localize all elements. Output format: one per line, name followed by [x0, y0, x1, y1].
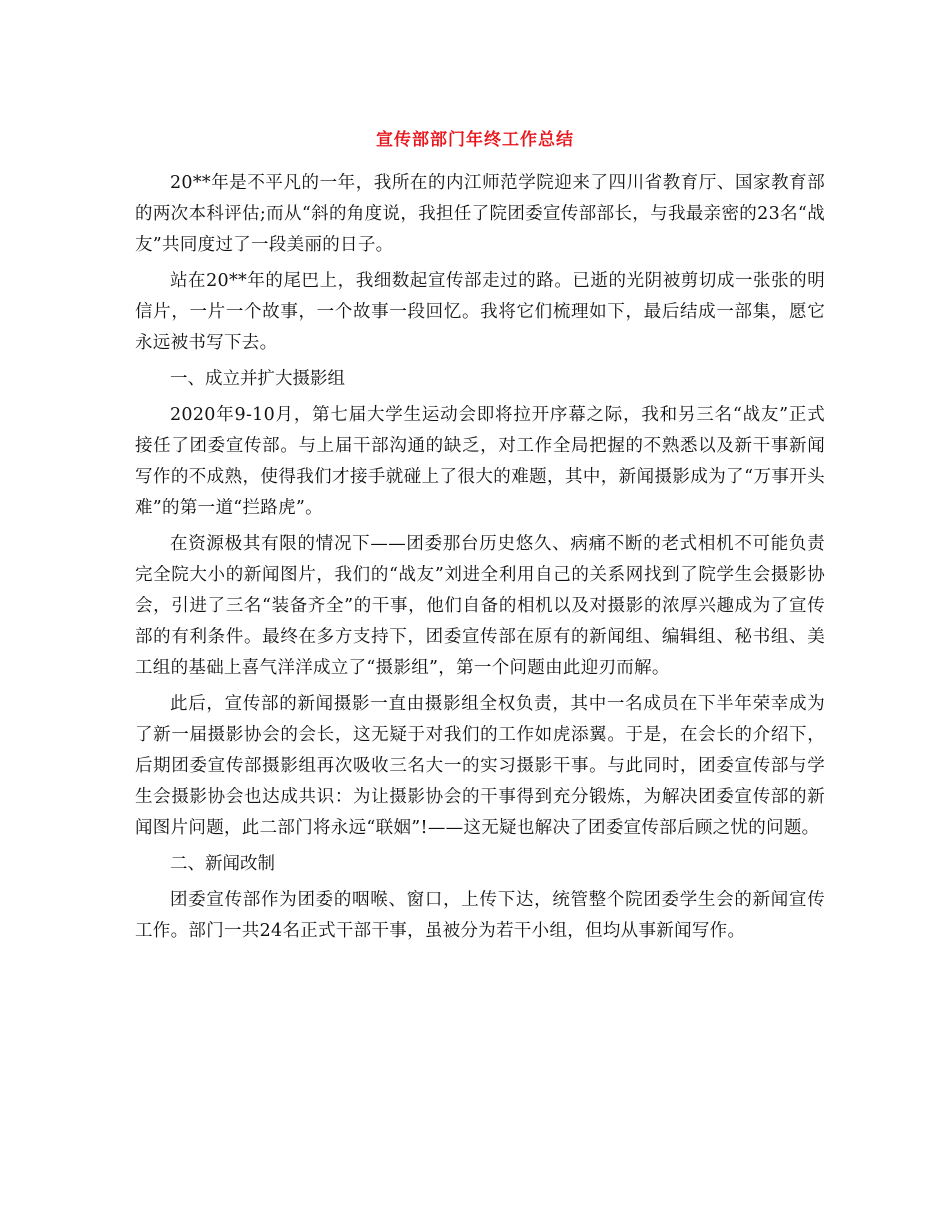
- paragraph-photography-expansion: 此后，宣传部的新闻摄影一直由摄影组全权负责，其中一名成员在下半年荣幸成为了新一届摄影协会的会长，这无疑于对我们的工作如虎添翼。于是，在会长的介绍下，后期团委宣传部摄影组再次吸收三名大一的实习摄影干事。与此同时，团委宣传部与学生会摄影协会也达成共识：为让摄影协会的干事得到充分锻炼，为解决团委宣传部的新闻图片问题，此二部门将永远“联姻”!——这无疑也解决了团委宣传部后顾之忧的问题。: [135, 694, 825, 838]
- document-title: 宣传部部门年终工作总结: [376, 130, 574, 150]
- paragraph-review: 站在20**年的尾巴上，我细数起宣传部走过的路。已逝的光阴被剪切成一张张的明信片，一片一个故事，一个故事一段回忆。我将它们梳理如下，最后结成一部集，愿它永远被书写下去。: [135, 271, 825, 353]
- section-heading-photography: 一、成立并扩大摄影组: [170, 369, 345, 389]
- paragraph-photography-founding: 在资源极其有限的情况下——团委那台历史悠久、病痛不断的老式相机不可能负责完全院大小的新闻图片，我们的“战友”刘进全利用自己的关系网找到了院学生会摄影协会，引进了三名“装备齐全”的干事，他们自备的相机以及对摄影的浓厚兴趣成为了宣传部的有利条件。最终在多方支持下，团委宣传部在原有的新闻组、编辑组、秘书组、美工组的基础上喜气洋洋成立了“摄影组”，第一个问题由此迎刃而解。: [135, 534, 825, 678]
- document-body: [135, 168, 825, 952]
- paragraph-news-reform: 团委宣传部作为团委的咽喉、窗口，上传下达，统管整个院团委学生会的新闻宣传工作。部门一共24名正式干部干事，虽被分为若干小组，但均从事新闻写作。: [135, 890, 825, 941]
- section-heading-news-reform: 二、新闻改制: [170, 854, 275, 874]
- paragraph-photography-background: 2020年9-10月，第七届大学生运动会即将拉开序幕之际，我和另三名“战友”正式接任了团委宣传部。与上届干部沟通的缺乏，对工作全局把握的不熟悉以及新干事新闻写作的不成熟，使得我们才接手就碰上了很大的难题，其中，新闻摄影成为了“万事开头难”的第一道“拦路虎”。: [135, 405, 825, 518]
- paragraph-intro: 20**年是不平凡的一年，我所在的内江师范学院迎来了四川省教育厅、国家教育部的两次本科评估;而从“斜的角度说，我担任了院团委宣传部部长，与我最亲密的23名“战友”共同度过了一段美丽的日子。: [135, 173, 825, 255]
